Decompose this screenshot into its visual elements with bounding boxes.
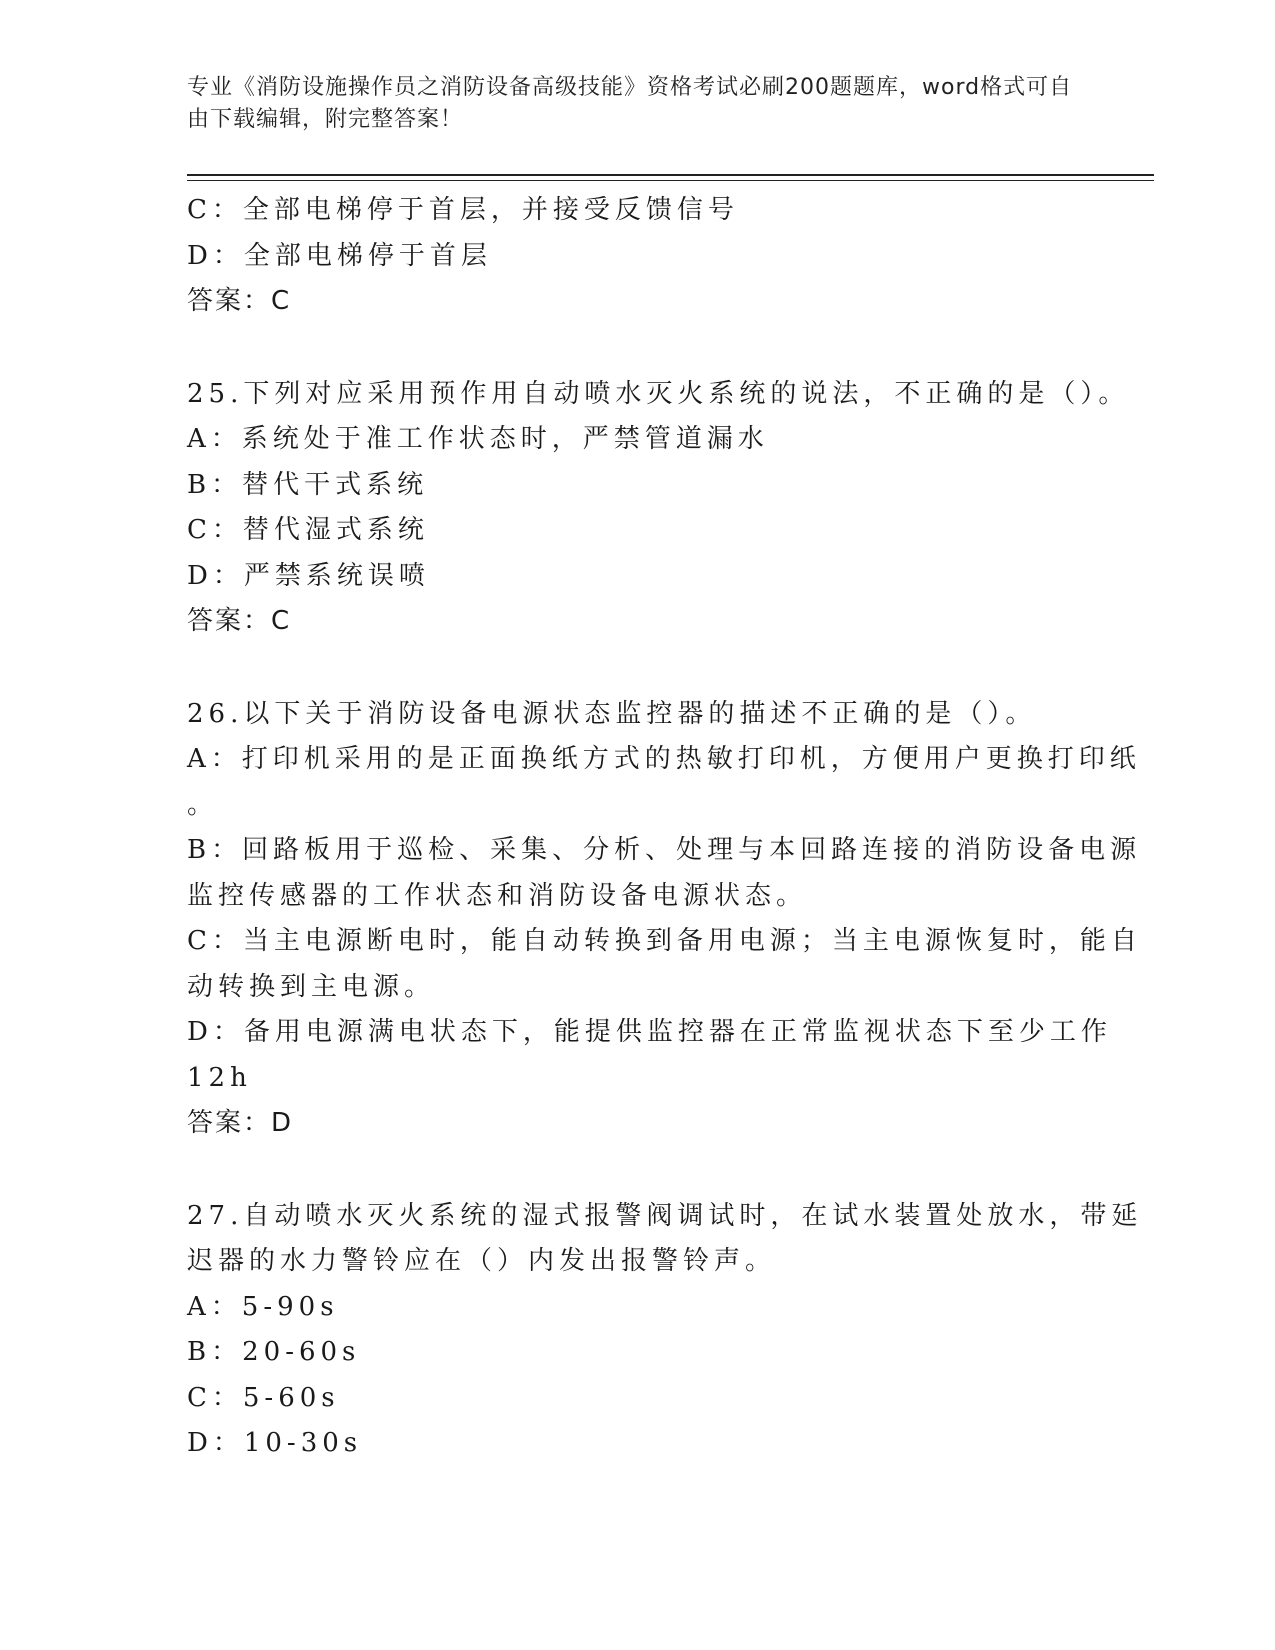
option-a: A：系统处于准工作状态时，严禁管道漏水 bbox=[187, 424, 769, 454]
option-b-line-2: 监控传感器的工作状态和消防设备电源状态。 bbox=[187, 880, 808, 911]
option-a-line-1: A：打印机采用的是正面换纸方式的热敏打印机，方便用户更换打印纸 bbox=[187, 744, 1141, 774]
answer-line: 答案：C bbox=[187, 286, 292, 316]
option-d: D：全部电梯停于首层 bbox=[187, 240, 492, 271]
option-c-line-2: 动转换到主电源。 bbox=[187, 971, 436, 1002]
option-c: C：全部电梯停于首层，并接受反馈信号 bbox=[187, 195, 739, 225]
option-a: A：5-90s bbox=[187, 1291, 339, 1322]
option-d: D：10-30s bbox=[187, 1428, 363, 1458]
option-c: C：5-60s bbox=[187, 1382, 340, 1413]
option-b: B：替代干式系统 bbox=[187, 469, 429, 500]
answer-line: 答案：D bbox=[187, 1108, 294, 1138]
spacer bbox=[187, 645, 1087, 692]
option-d-line-1: D：备用电源满电状态下，能提供监控器在正常监视状态下至少工作 bbox=[187, 1017, 1112, 1047]
answer-line: 答案：C bbox=[187, 606, 292, 636]
option-d-line-2: 12h bbox=[187, 1062, 252, 1093]
question-stem-line-1: 27.自动喷水灭火系统的湿式报警阀调试时，在试水装置处放水，带延 bbox=[187, 1200, 1143, 1231]
header-rule-thin bbox=[187, 180, 1154, 181]
question-26 bbox=[187, 692, 1142, 1147]
question-stem: 25.下列对应采用预作用自动喷水灭火系统的说法，不正确的是（）。 bbox=[187, 378, 1130, 409]
option-d: D：严禁系统误喷 bbox=[187, 560, 430, 591]
question-24-tail bbox=[187, 188, 1087, 325]
document-header: 专业《消防设施操作员之消防设备高级技能》资格考试必刷200题题库，word格式可自由下载编辑，附完整答案！ bbox=[187, 75, 1073, 132]
question-stem: 26.以下关于消防设备电源状态监控器的描述不正确的是（）。 bbox=[187, 698, 1037, 729]
header-rule-thick bbox=[187, 174, 1154, 176]
question-27 bbox=[187, 1194, 1143, 1467]
option-c-line-1: C：当主电源断电时，能自动转换到备用电源；当主电源恢复时，能自 bbox=[187, 926, 1142, 956]
question-stem-line-2: 迟器的水力警铃应在（）内发出报警铃声。 bbox=[187, 1246, 777, 1276]
option-a-line-2: 。 bbox=[187, 789, 219, 820]
option-c: C：替代湿式系统 bbox=[187, 515, 429, 545]
spacer bbox=[187, 1147, 1087, 1194]
question-content bbox=[187, 188, 1143, 1467]
question-25 bbox=[187, 372, 1130, 645]
option-b: B：20-60s bbox=[187, 1337, 361, 1367]
spacer bbox=[187, 325, 1087, 372]
option-b-line-1: B：回路板用于巡检、采集、分析、处理与本回路连接的消防设备电源 bbox=[187, 835, 1142, 865]
